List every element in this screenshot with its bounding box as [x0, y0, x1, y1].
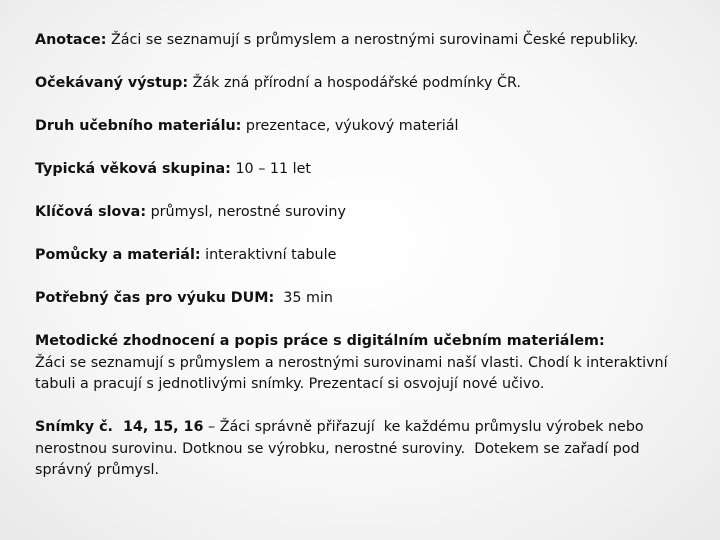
slides-text-line: nerostnou surovinu. Dotknou se výrobku, nerostné suroviny. Dotekem se zařadí pod [35, 440, 640, 457]
keywords-line [35, 202, 695, 224]
methodology-text-line: Žáci se seznamují s průmyslem a nerostnými surovinami naší vlasti. Chodí k interaktivní [35, 354, 668, 371]
methodology-label: Metodické zhodnocení a popis práce s digitálním učebním materiálem: [35, 333, 605, 349]
aids-line [35, 245, 695, 267]
aids-label: Pomůcky a materiál: [35, 247, 201, 263]
time-label: Potřebný čas pro výuku DUM: [35, 290, 275, 306]
aids-value: interaktivní tabule [200, 247, 337, 263]
keywords-label: Klíčová slova: [35, 204, 147, 220]
material-type-value: prezentace, výukový materiál [241, 118, 459, 134]
time-value: 35 min [274, 290, 333, 306]
slides-section [35, 417, 695, 482]
slides-first-line [35, 417, 695, 439]
annotation-line [35, 30, 695, 52]
annotation-value: Žáci se seznamují s průmyslem a nerostnými surovinami České republiky. [106, 32, 639, 48]
slides-text-line: správný průmysl. [35, 462, 160, 478]
expected-outcome-line [35, 73, 695, 95]
age-group-value: 10 – 11 let [230, 161, 311, 177]
age-group-label: Typická věková skupina: [35, 161, 231, 177]
slides-text: – Žáci správně přiřazují ke každému průmyslu výrobek nebo [203, 419, 644, 435]
age-group-line [35, 159, 695, 181]
time-line [35, 288, 695, 310]
document-body [35, 30, 695, 482]
methodology-text-line: tabuli a pracují s jednotlivými snímky. Prezentací si osvojují nové učivo. [35, 376, 545, 392]
material-type-label: Druh učebního materiálu: [35, 118, 242, 134]
keywords-value: průmysl, nerostné suroviny [146, 204, 346, 220]
methodology-label-line [35, 331, 695, 353]
expected-outcome-value: Žák zná přírodní a hospodářské podmínky ČR. [188, 75, 521, 91]
slides-label: Snímky č. 14, 15, 16 [35, 419, 204, 435]
annotation-label: Anotace: [35, 32, 107, 48]
material-type-line [35, 116, 695, 138]
methodology-section [35, 331, 695, 396]
expected-outcome-label: Očekávaný výstup: [35, 75, 189, 91]
